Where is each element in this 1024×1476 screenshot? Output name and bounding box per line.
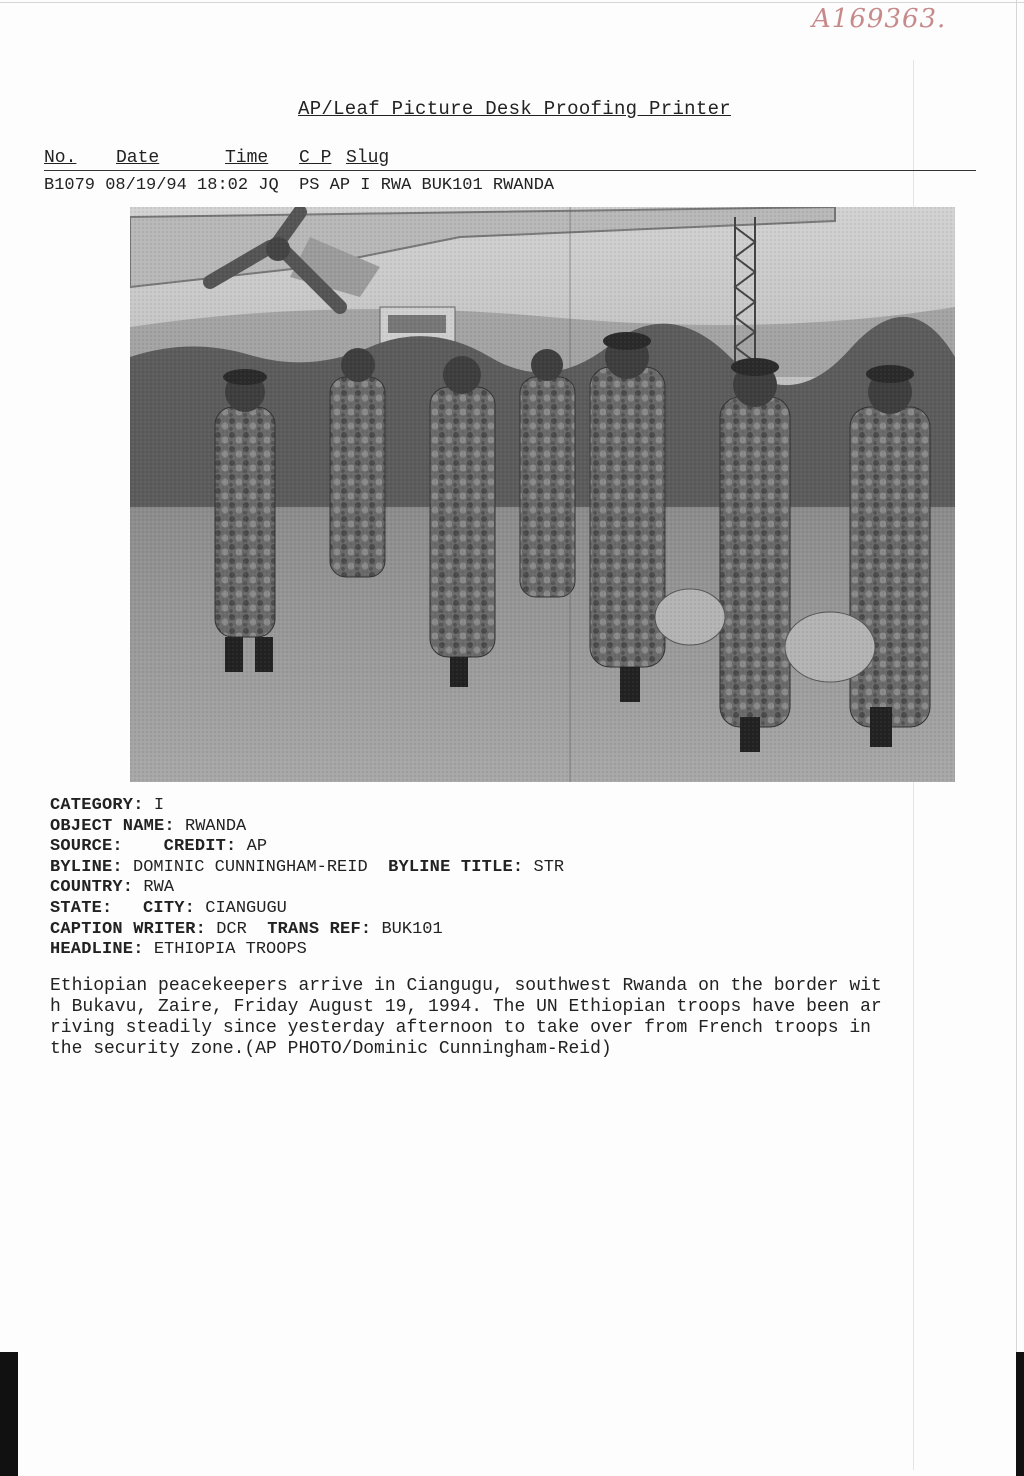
object-name-row [50,817,564,838]
object-name-label: OBJECT NAME: [50,816,175,836]
handwritten-reference: A169363. [812,4,947,34]
trans-ref-value: BUK101 [381,919,443,939]
record-slug: PS AP I RWA BUK101 RWANDA [299,176,555,195]
source-row [50,837,564,858]
record-no: B1079 [44,176,96,195]
caption-writer-row [50,920,564,941]
record-date: 08/19/94 [105,176,187,195]
record-cp: JQ [258,176,279,195]
country-label: COUNTRY: [50,878,134,898]
col-date: Date [116,148,160,168]
headline-label: HEADLINE: [50,940,144,960]
scan-black-edge-right [1016,1352,1024,1476]
state-label: STATE: [50,898,113,918]
page-title: AP/Leaf Picture Desk Proofing Printer [298,98,731,120]
caption-writer-value: DCR [216,919,247,939]
headline-row [50,940,564,961]
col-slug: Slug [346,148,390,168]
headline-value: ETHIOPIA TROOPS [153,940,307,960]
credit-value: AP [246,837,268,857]
scan-edge-top [0,2,1024,3]
scan-black-edge-left [0,1352,18,1476]
caption-writer-label: CAPTION WRITER: [50,919,207,939]
state-row [50,899,564,920]
country-value: RWA [143,878,175,898]
record-time: 18:02 [197,176,249,195]
scan-edge-right [1016,0,1017,1476]
country-row [50,878,564,899]
photo-illustration [130,207,955,782]
photo-caption: Ethiopian peacekeepers arrive in Ciangugu, southwest Rwanda on the border wit h Bukavu, Zaire, Friday August 19, 1994. The UN Ethiopian troops have been ar riving steadily since yesterday afternoon to take over from French troops in the security zone.(AP PHOTO/Dominic Cunningham-Reid) [50,976,882,1059]
col-time: Time [225,148,269,168]
object-name-value: RWANDA [185,816,247,836]
byline-row [50,858,564,879]
record-row [44,176,554,195]
trans-ref-label: TRANS REF: [267,919,372,939]
credit-label: CREDIT: [163,837,237,857]
metadata-block [50,796,564,961]
category-label: CATEGORY: [50,796,144,815]
city-value: CIANGUGU [205,898,287,918]
city-label: CITY: [143,898,196,918]
col-cp: C P [299,148,332,168]
column-header [44,148,976,171]
byline-value: DOMINIC CUNNINGHAM-REID [133,857,368,877]
ethiopian-troops-photo [130,207,955,782]
col-no: No. [44,148,77,168]
category-row [50,796,564,817]
byline-label: BYLINE: [50,857,123,877]
byline-title-label: BYLINE TITLE: [388,857,524,877]
category-value: I [153,796,165,815]
byline-title-value: STR [533,857,565,877]
source-label: SOURCE: [50,837,123,857]
